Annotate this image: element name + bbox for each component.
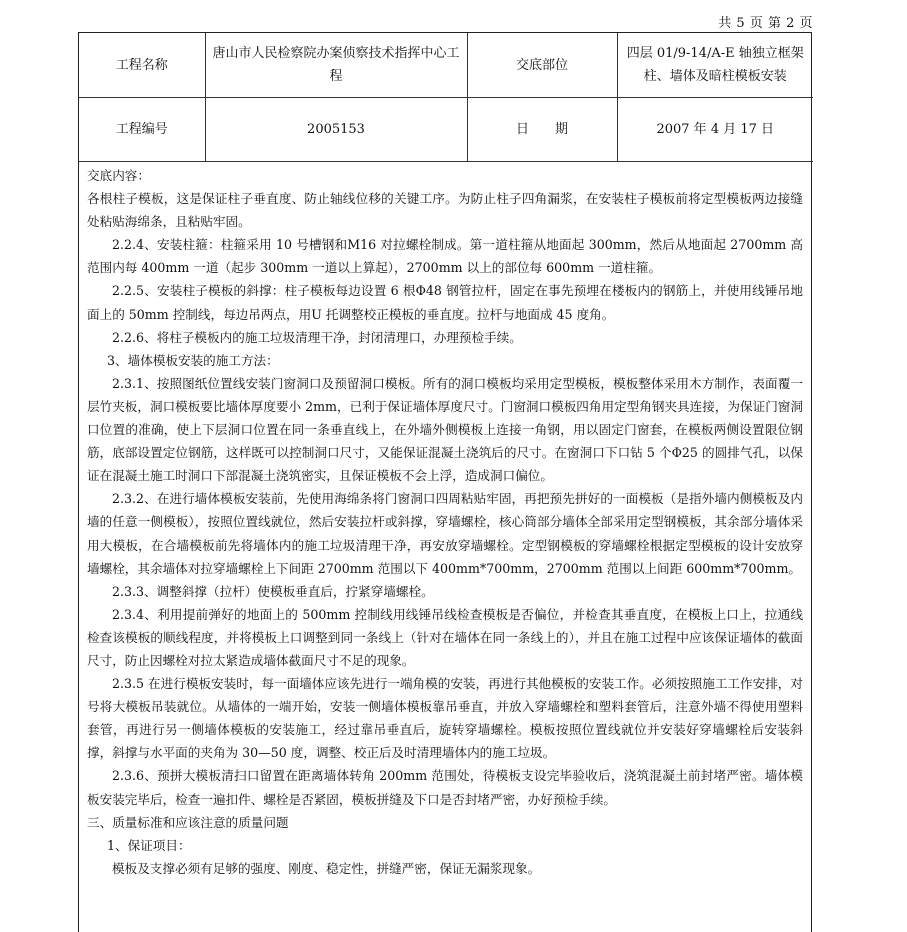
date-label: 日 期 — [467, 98, 617, 162]
paragraph: 2.3.5 在进行模板安装时，每一面墙体应该先进行一端角模的安装，再进行其他模板的安装工作。必须按照施工工作安排，对号将大模板吊装就位。从墙体的一端开始，安装一侧墙体模板靠吊垂直，并放入穿墙螺栓和塑料套管后，注意外墙不得使用塑料套管，再进行另一侧墙体模板的安装施工，经过靠吊垂直后，旋转穿墙螺栓。模板按照位置线就位并安装好穿墙螺栓后安装斜撑，斜撑与水平面的夹角为 30—50 度，调整、校正后及时清理墙体内的施工垃圾。 — [87, 676, 803, 761]
disclosure-sheet — [78, 32, 812, 932]
location-value: 四层 01/9-14/A-E 轴独立框架柱、墙体及暗柱模板安装 — [617, 33, 813, 98]
date-value: 2007 年 4 月 17 日 — [617, 98, 813, 162]
page-number: 共 5 页 第 2 页 — [718, 16, 813, 31]
content-heading: 交底内容： — [87, 168, 150, 183]
paragraph: 2.3.3、调整斜撑（拉杆）使模板垂直后，拧紧穿墙螺栓。 — [112, 583, 434, 599]
paragraph: 2.3.4、利用提前弹好的地面上的 500mm 控制线用线锤吊线检查模板是否偏位，并检查其垂直度，在模板上口上，拉通线检查该模板的顺线程度，并将模板上口调整到同一条线上（针对在墙体在同一条线上的），并且在施工过程中应该保证墙体的截面尺寸，防止因螺栓对拉太紧造成墙体截面尺寸不足的现象。 — [87, 606, 803, 668]
subsection-heading: 1、保证项目： — [107, 837, 191, 853]
project-no-label: 工程编号 — [79, 98, 205, 162]
paragraph: 模板及支撑必须有足够的强度、刚度、稳定性，拼缝严密，保证无漏浆现象。 — [112, 860, 541, 876]
location-label: 交底部位 — [467, 33, 617, 98]
paragraph: 2.2.6、将柱子模板内的施工垃圾清理干净，封闭清理口，办理预检手续。 — [112, 329, 522, 345]
project-no-value: 2005153 — [205, 98, 467, 162]
disclosure-content — [79, 162, 811, 880]
section-heading: 三、质量标准和应该注意的质量问题 — [87, 814, 289, 830]
section-heading: 3、墙体模板安装的施工方法： — [107, 352, 279, 368]
project-name-label: 工程名称 — [79, 33, 205, 98]
paragraph: 2.3.6、预拼大模板清扫口留置在距离墙体转角 200mm 范围处，待模板支设完毕验收后，浇筑混凝土前封堵严密。墙体模板安装完毕后，检查一遍扣件、螺栓是否紧固，模板拼缝及下口是否封堵严密，办好预检手续。 — [87, 768, 803, 807]
paragraph: 2.3.1、按照图纸位置线安装门窗洞口及预留洞口模板。所有的洞口模板均采用定型模板，模板整体采用木方制作，表面覆一层竹夹板，洞口模板要比墙体厚度要小 2mm，已利于保证墙体厚度尺寸。门窗洞口模板四角用定型角钢夹具连接，为保证门窗洞口位置的准确，使上下层洞口位置在同一条垂直线上，在外墙外侧模板上连接一角钢，用以固定门窗套，在模板两侧设置限位钢筋，底部设置定位钢筋，这样既可以控制洞口尺寸，又能保证混凝土浇筑后的尺寸。在窗洞口下口钻 5 个Φ25 的圆排气孔，以保证在混凝土施工时洞口下部混凝土浇筑密实，且保证模板不会上浮，造成洞口偏位。 — [87, 375, 803, 484]
paragraph: 2.2.4、安装柱箍：柱箍采用 10 号槽钢和M16 对拉螺栓制成。第一道柱箍从地面起 300mm，然后从地面起 2700mm 高范围内每 400mm 一道（起步 300mm 一道以上算起），2700mm 以上的部位每 600mm 一道柱箍。 — [87, 237, 803, 276]
paragraph: 2.2.5、安装柱子模板的斜撑：柱子模板每边设置 6 根Φ48 钢管拉杆，固定在事先预埋在楼板内的钢筋上，并使用线锤吊地面上的 50mm 控制线，每边吊两点，用U 托调整校正模板的垂直度。拉杆与地面成 45 度角。 — [87, 283, 803, 322]
paragraph: 各根柱子模板，这是保证柱子垂直度、防止轴线位移的关键工序。为防止柱子四角漏浆，在安装柱子模板前将定型模板两边接缝处粘贴海绵条，且粘贴牢固。 — [87, 191, 803, 230]
project-name-value: 唐山市人民检察院办案侦察技术指挥中心工程 — [205, 33, 467, 98]
header-table — [79, 33, 813, 162]
paragraph: 2.3.2、在进行墙体模板安装前，先使用海绵条将门窗洞口四周粘贴牢固，再把预先拼好的一面模板（是指外墙内侧模板及内墙的任意一侧模板），按照位置线就位，然后安装拉杆或斜撑，穿墙螺栓，核心筒部分墙体全部采用定型钢模板，其余部分墙体采用大模板，在合墙模板前先将墙体内的施工垃圾清理干净，再安放穿墙螺栓。定型钢模板的穿墙螺栓根据定型模板的设计安放穿墙螺栓，其余墙体对拉穿墙螺栓上下间距 2700mm 范围以下 400mm*700mm，2700mm 范围以上间距 600mm*700mm。 — [87, 491, 803, 576]
